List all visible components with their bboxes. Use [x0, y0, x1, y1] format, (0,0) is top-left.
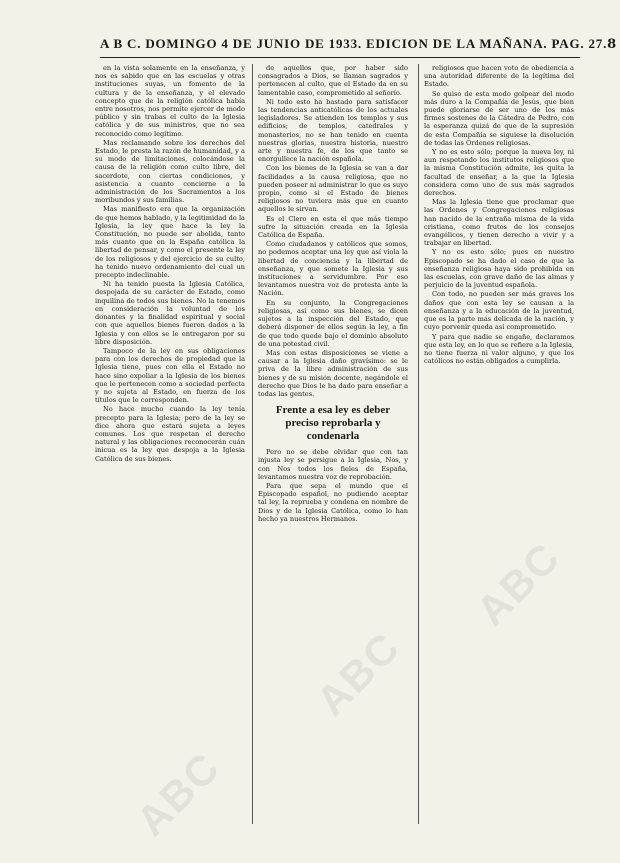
- column-3: [424, 64, 574, 824]
- column-divider: [252, 64, 253, 824]
- paragraph: de aquellos que, por haber sido consagrados a Dios, se llaman sagrados y pertenecen al culto, que el Estado da en su lamentable caso, comprometido al señorío.: [258, 64, 408, 97]
- paragraph: No hace mucho cuando la ley tenía precepto para la Iglesia; pero de la ley se dice ahora que estará sujeta a leyes comunes. Los que respetan el derecho natural y las obligaciones reconocerán cuán inicua es la ley que despoja a la Iglesia Católica de sus bienes.: [95, 405, 245, 463]
- header-rule: [100, 57, 580, 58]
- paragraph: Mas con estas disposiciones se viene a causar a la Iglesia daño gravísimo: se le priva de la libre administración de sus bienes y de su misión docente, negándole el derecho que Dios le ha dado para enseñar a todas las gentes.: [258, 348, 408, 398]
- paragraph: Mas la Iglesia tiene que proclamar que las Ordenes y Congregaciones religiosas han nacido de la entraña misma de la vida cristiana, como frutos de los consejos evangélicos, y tienen derecho a vivir y a trabajar en libertad.: [424, 198, 574, 248]
- paragraph: Y no es esto sólo; porque la nueva ley, ni aun respetando los institutos religiosos que la misma Constitución admite, les quita la facultad de enseñar, a la que la Iglesia considera como uno de sus más sagrados derechos.: [424, 148, 574, 198]
- paragraph: Mas manifiesto era que la organización de que hemos hablado, y la legitimidad de la Iglesia, la ley que hace la ley la Constitución, no puede ser abolida, tanto más cuanto que en la España católica la libertad de pensar, y como el presente la ley de los religiosos y del ejercicio de su culto, ha tenido nuevo ordenamiento del cual un precepto indeclinable.: [95, 205, 245, 280]
- column-1: [95, 64, 245, 824]
- header-mark: 8: [607, 36, 617, 52]
- paragraph: Y no es esto sólo; pues en nuestro Episcopado se ha dado el caso de que la enseñanza religiosa haya sido prohibida en las escuelas, con grave daño de las almas y perjuicio de la juventud española.: [424, 248, 574, 290]
- column-divider: [418, 64, 419, 824]
- paragraph: Y para que nadie se engañe, declaramos que esta ley, en lo que se refiere a la Iglesia, no tiene fuerza ni valor alguno, y que los católicos no están obligados a cumplirla.: [424, 332, 574, 366]
- paragraph: Es el Clero en esta el que más tiempo sufre la situación creada en la Iglesia Católica de España.: [258, 214, 408, 240]
- paragraph: Para que sepa el mundo que el Episcopado español, no pudiendo aceptar tal ley, la reprueba y condena en nombre de Dios y de la Iglesia Católica, como lo han hecho ya nuestros Hermanos.: [258, 481, 408, 523]
- abc-watermark: ABC: [307, 622, 410, 725]
- paragraph: Tampoco de la ley en sus obligaciones para con los derechos de propiedad que la Iglesia tiene, pues con ella el Estado no hace sino expoliar a la Iglesia de los bienes que le pertenecen como a sociedad perfecta y no sujeta al Estado, en fuerza de los títulos que le corresponden.: [95, 346, 245, 405]
- header-title: A B C. DOMINGO 4 DE JUNIO DE 1933. EDICION DE LA MAÑANA. PAG. 27.: [100, 36, 608, 51]
- abc-watermark: ABC: [467, 532, 570, 635]
- page-header: [100, 34, 617, 54]
- paragraph: en la vista solamente en la enseñanza, y nos es sabido que en las escuelas y otras instituciones suyas, un fomento de la cultura y de la enseñanza, y el elevado concepto que de la religión católica había entre nosotros, nos permite ejercer de modo público y sin trabas el culto de la Iglesia católica y de sus ministros, que no sea reconocido como legítimo.: [95, 64, 245, 138]
- column-2: [258, 64, 408, 824]
- section-heading: Frente a esa ley es deber preciso reprobarla y condenarla: [275, 404, 391, 443]
- paragraph: Ni ha tenido puesta la Iglesia Católica, despojada de su carácter de Estado, como inquilina de todos sus bienes. No la tenemos en consideración la voluntad de los donantes y la finalidad espiritual y social con que aquellos bienes fueron dados a la Iglesia y con ellos se le entregaron por su libre disposición.: [95, 280, 245, 346]
- paragraph: Con los bienes de la Iglesia se van a dar facilidades a la causa religiosa, que no pueden poseer ni administrar lo que es suyo propio, como si el Estado de bienes religiosos no tuviera más que en cuanto aquellos le sirvan.: [258, 164, 408, 214]
- paragraph: Se quiso de esta modo golpear del modo más duro a la Compañía de Jesús, que bien puede gloriarse de ser uno de los más firmes sostenes de la Cátedra de Pedro, con la esperanza quizá de que de la supresión de esta Compañía se siguiese la disolución de todas las Ordenes religiosas.: [424, 89, 574, 147]
- paragraph: religiosos que hacen voto de obediencia a una autoridad diferente de la legítima del Estado.: [424, 64, 574, 89]
- paragraph: Pero no se debe olvidar que con tan injusta ley se persigue a la Iglesia, Nos, y con Nos todos los fieles de España, levantamos nuestra voz de reprobación.: [258, 448, 408, 481]
- paragraph: Como ciudadanos y católicos que somos, no podemos aceptar una ley que así viola la libertad de conciencia y la libertad de enseñanza, y que somete la Iglesia y sus instituciones a servidumbre. Por eso levantamos nuestra voz de protesta ante la Nación.: [258, 240, 408, 298]
- abc-watermark: ABC: [127, 742, 230, 845]
- paragraph: En su conjunto, la Congregaciones religiosas, así como sus bienes, se dicen sujetos a la inspección del Estado, que deberá disponer de ellos según la ley, a fin de que todo quede bajo el dominio absoluto de una potestad civil.: [258, 298, 408, 348]
- paragraph: Con todo, no pueden ser más graves los daños que con esta ley se causan a la enseñanza y a la educación de la juventud, que es la parte más delicada de la nación, y cuyo porvenir queda así comprometido.: [424, 290, 574, 332]
- paragraph: Ni todo esto ha bastado para satisfacer las tendencias anticatólicas de los actuales legisladores. Se atienden los templos y sus edificios; de templos, catedrales y monasterios, no se han tenido en cuenta nuestras glorias, nuestra historia, nuestro arte y nuestra fe, de los que tanto se enorgullece la nación española.: [258, 97, 408, 164]
- paragraph: Mas reclamando sobre los derechos del Estado, le presta la razón de humanidad, y a su modo de limitaciones, colocándose la causa de la religión como culto libre, del sacerdote, con ciertas condiciones, y asistencia a cuanto concierne a la administración de los Sacramentos a los moribundos y sus familias.: [95, 138, 245, 205]
